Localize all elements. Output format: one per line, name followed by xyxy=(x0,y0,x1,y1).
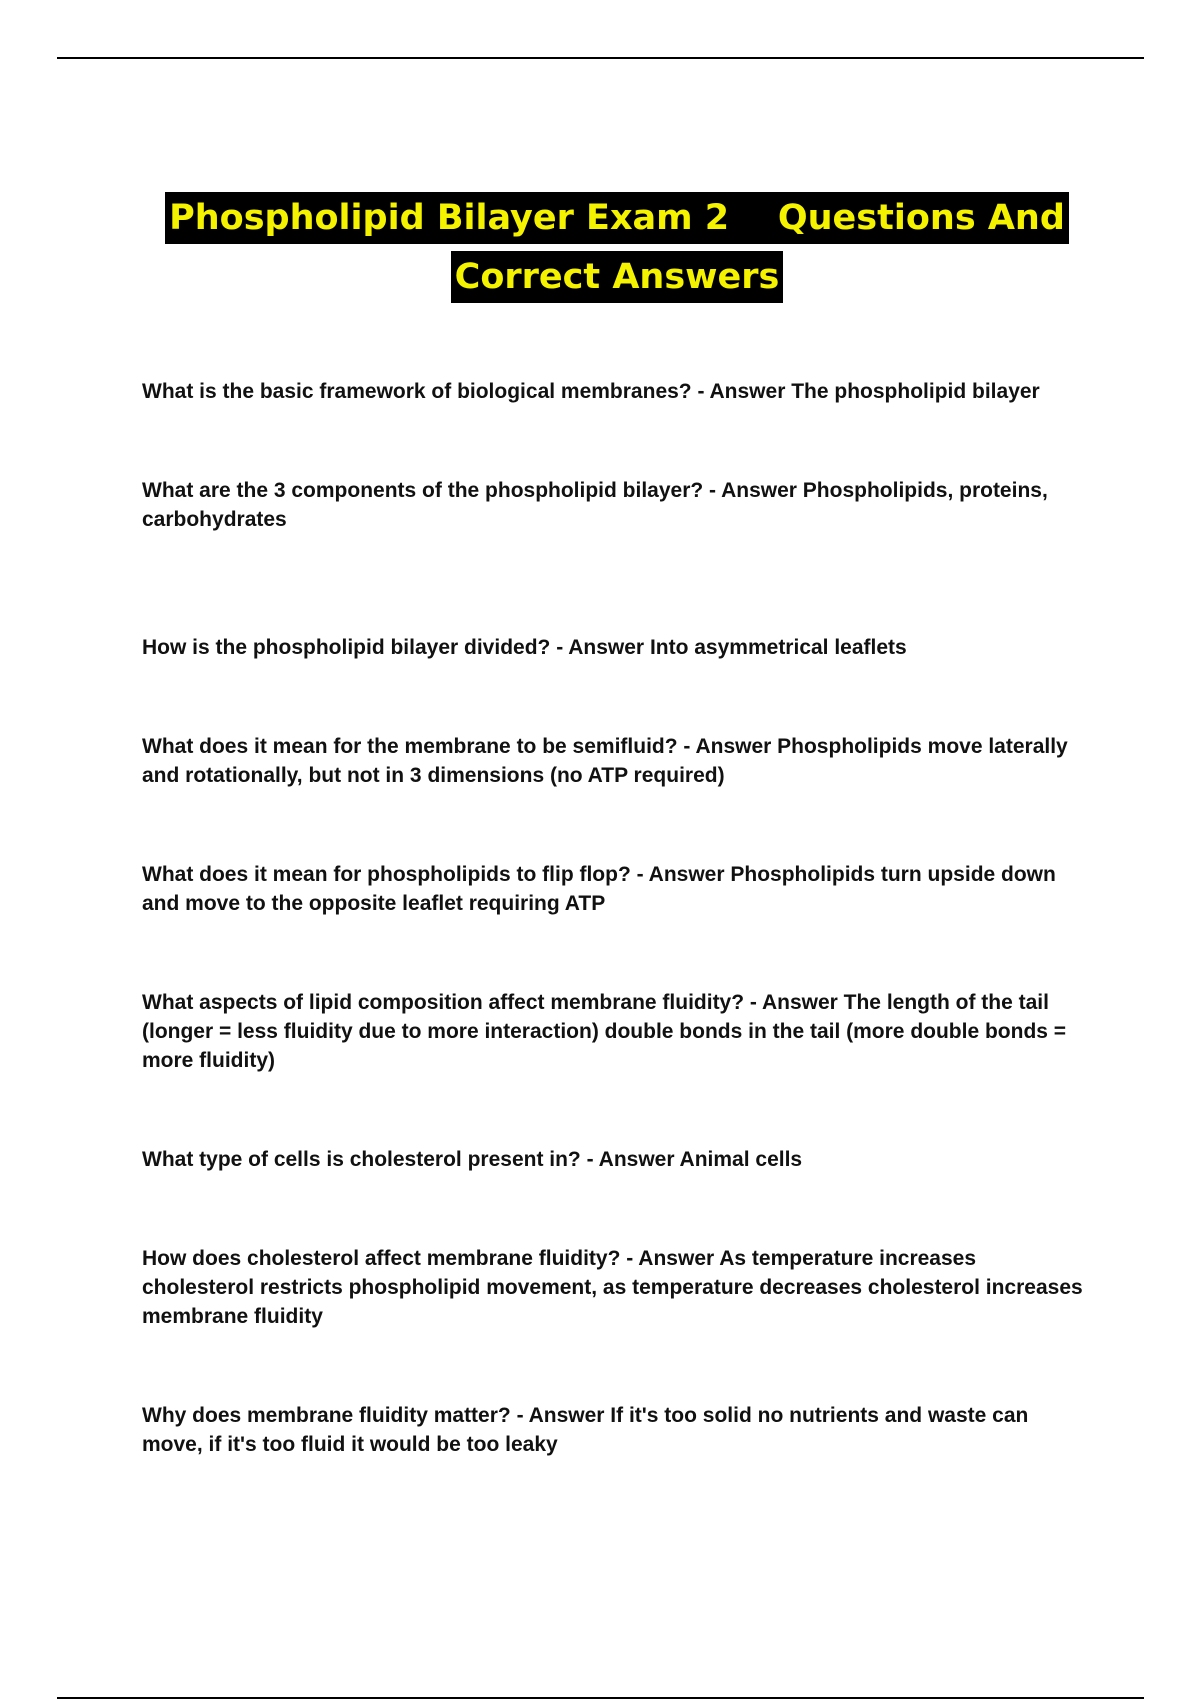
bottom-divider xyxy=(57,1697,1144,1699)
qa-item: What aspects of lipid composition affect membrane fluidity? - Answer The length of the tail (longer = less fluidity due to more interaction) double bonds in the tail (more double bonds = more fluidity) xyxy=(142,991,1067,1072)
document-title xyxy=(0,192,1200,310)
qa-item: Why does membrane fluidity matter? - Answer If it's too solid no nutrients and waste can move, if it's too fluid it would be too leaky xyxy=(142,1404,1029,1456)
title-line-2: Correct Answers xyxy=(451,251,784,303)
qa-item: What does it mean for phospholipids to flip flop? - Answer Phospholipids turn upside down and move to the opposite leaflet requiring ATP xyxy=(142,863,1056,915)
qa-item: What type of cells is cholesterol present in? - Answer Animal cells xyxy=(142,1148,803,1171)
qa-item: What are the 3 components of the phospholipid bilayer? - Answer Phospholipids, proteins, carbohydrates xyxy=(142,479,1048,531)
qa-item: How is the phospholipid bilayer divided? - Answer Into asymmetrical leaflets xyxy=(142,636,907,659)
question-answer-list xyxy=(142,377,1092,1459)
qa-item: How does cholesterol affect membrane fluidity? - Answer As temperature increases cholesterol restricts phospholipid movement, as temperature decreases cholesterol increases membrane fluidity xyxy=(142,1247,1083,1328)
qa-item: What does it mean for the membrane to be semifluid? - Answer Phospholipids move laterally and rotationally, but not in 3 dimensions (no ATP required) xyxy=(142,735,1068,787)
top-divider xyxy=(57,57,1144,59)
qa-item: What is the basic framework of biological membranes? - Answer The phospholipid bilayer xyxy=(142,380,1040,403)
title-line-1: Phospholipid Bilayer Exam 2 Questions And xyxy=(165,192,1069,244)
